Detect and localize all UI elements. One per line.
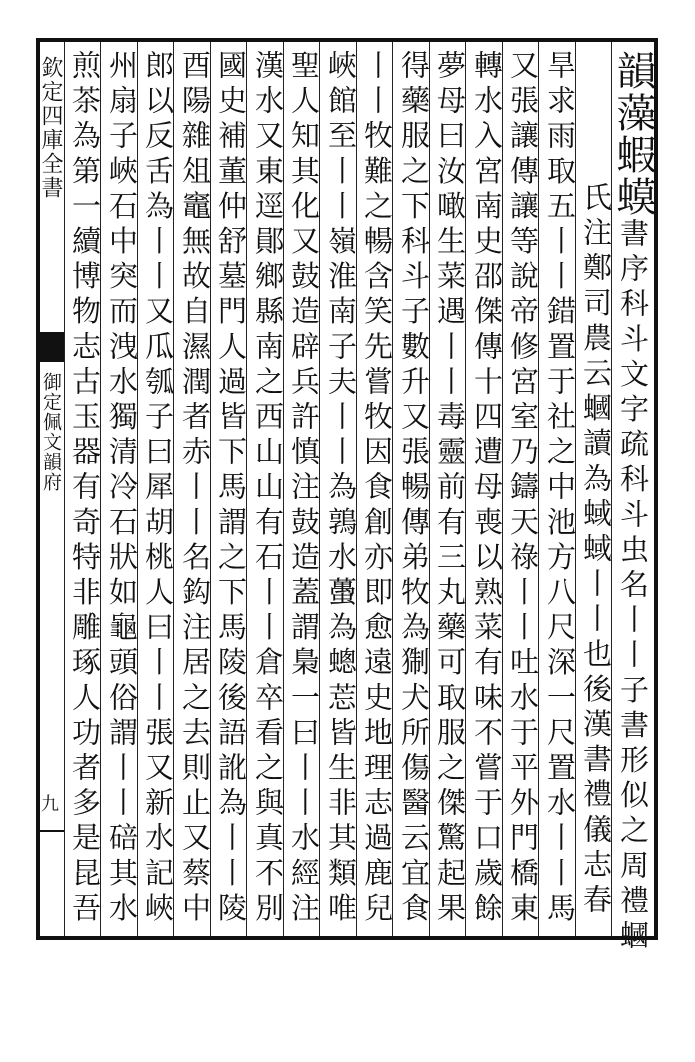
rhyme-heading: 韻藻 xyxy=(610,50,656,134)
page-number: 九 xyxy=(38,794,59,812)
text-column-3: 旱求雨取五丨丨錯置于社之中池方八尺深一尺置水丨丨馬 xyxy=(543,50,577,928)
text-column-7: 得藥服之下科斗子數升又張暢傳弟牧為猘犬所傷醫云宜食 xyxy=(397,50,431,928)
black-fishtail-band xyxy=(36,332,64,362)
text-column-10: 聖人知其化又鼓造辟兵許慎注鼓造蓋謂梟一曰丨丨水經注 xyxy=(287,50,321,928)
margin-strip xyxy=(36,42,64,936)
column-text: 書序科斗文字疏科斗虫名丨丨子書形似之周禮蟈 xyxy=(616,218,650,956)
text-column-13: 酉陽雜俎竈無故自濕潤者赤丨丨名鈎注居之去則止又蔡中 xyxy=(178,50,212,928)
column-rule xyxy=(64,42,65,936)
book-title: 欽定四庫全書 xyxy=(38,56,63,200)
text-column-15: 州扇子峽石中突而洩水獨清冷石狀如龜頭俗謂丨丨碚其水 xyxy=(105,50,139,928)
text-column-2: 氏注鄭司農云蟈讀為蜮蜮丨丨也後漢書禮儀志春 xyxy=(579,182,613,920)
text-column-6: 夢母曰汝噉生菜遇丨丨毒靈前有三丸藥可取服之傑驚起果 xyxy=(433,50,467,928)
text-column-9: 峽館至丨丨嶺淮南子夫丨丨為鶉水蠆為蟌莣皆生非其類唯 xyxy=(324,50,358,928)
text-column-11: 漢水又東逕鄖鄉縣南之西山山有石丨丨倉卒看之與真不別 xyxy=(251,50,285,928)
book-subtitle: 御定佩文韻府 xyxy=(40,372,62,492)
text-column-14: 郎以反舌為丨丨又瓜瓠子曰犀胡桃人曰丨丨張又新水記峽 xyxy=(141,50,175,928)
text-column-16: 煎茶為第一續博物志古玉器有奇特非雕琢人功者多是昆吾 xyxy=(68,50,102,928)
text-column-5: 轉水入宮南史邵傑傳十四遭母喪以熟菜有味不嘗于口歲餘 xyxy=(470,50,504,928)
text-column-4: 又張讓傳讓等說帝修宮室乃鑄天祿丨丨吐水于平外門橋東 xyxy=(506,50,540,928)
head-word: 蝦蟆 xyxy=(610,134,656,218)
text-column-1 xyxy=(610,50,656,956)
text-column-12: 國史補董仲舒墓門人過皆下馬謂之下馬陵後語訛為丨丨陵 xyxy=(214,50,248,928)
text-column-8: 丨丨牧難之暢含笑先嘗牧因食創亦即愈遠史地理志過鹿兒 xyxy=(360,50,394,928)
margin-divider xyxy=(36,830,64,832)
